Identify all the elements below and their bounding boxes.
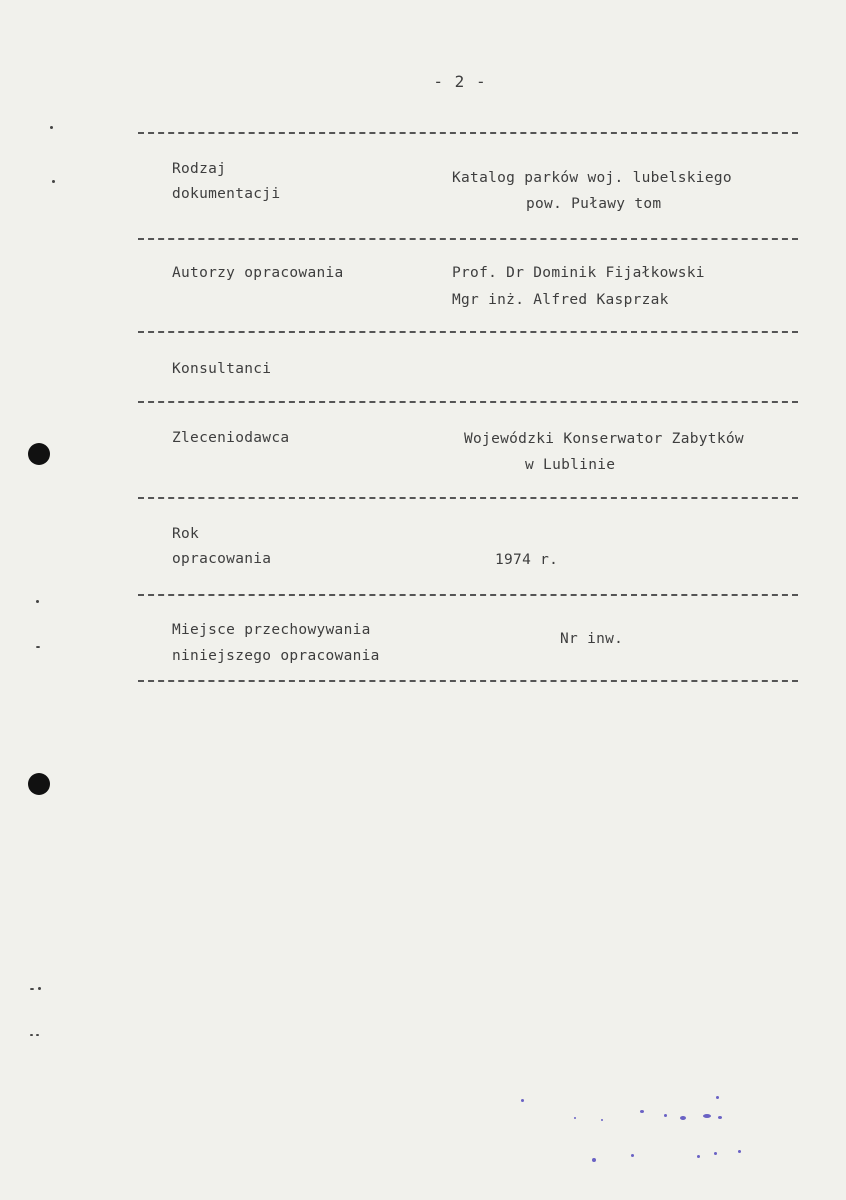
stamp-mark bbox=[664, 1114, 667, 1117]
row-value: Mgr inż. Alfred Kasprzak bbox=[452, 292, 669, 308]
speck bbox=[36, 1034, 39, 1036]
speck bbox=[50, 126, 53, 129]
punch-hole-top bbox=[28, 443, 50, 465]
row-value: Katalog parków woj. lubelskiego bbox=[452, 170, 732, 186]
page-number: - 2 - bbox=[433, 72, 487, 91]
row-value: Wojewódzki Konserwator Zabytków bbox=[464, 431, 744, 447]
stamp-mark bbox=[703, 1114, 711, 1118]
row-label: Rok bbox=[172, 526, 200, 542]
speck bbox=[36, 646, 40, 648]
speck bbox=[36, 600, 39, 603]
stamp-mark bbox=[640, 1110, 644, 1113]
row-label: Autorzy opracowania bbox=[172, 265, 344, 281]
speck bbox=[30, 1034, 33, 1036]
row-value: 1974 r. bbox=[495, 552, 559, 568]
row-label: Konsultanci bbox=[172, 361, 272, 377]
stamp-mark bbox=[574, 1117, 576, 1119]
stamp-mark bbox=[680, 1116, 686, 1120]
stamp-mark bbox=[521, 1099, 524, 1102]
speck bbox=[52, 180, 55, 183]
row-label: niniejszego opracowania bbox=[172, 648, 380, 664]
table-rule bbox=[138, 331, 798, 333]
stamp-mark bbox=[697, 1155, 700, 1158]
table-rule bbox=[138, 680, 798, 682]
speck bbox=[38, 987, 41, 990]
table-rule bbox=[138, 594, 798, 596]
row-label: Zleceniodawca bbox=[172, 430, 290, 446]
row-label: Miejsce przechowywania bbox=[172, 622, 371, 638]
stamp-mark bbox=[631, 1154, 634, 1157]
row-value: Nr inw. bbox=[560, 631, 624, 647]
stamp-mark bbox=[714, 1152, 717, 1155]
table-rule bbox=[138, 238, 798, 240]
row-label: opracowania bbox=[172, 551, 272, 567]
row-value: Prof. Dr Dominik Fijałkowski bbox=[452, 265, 705, 281]
table-rule bbox=[138, 497, 798, 499]
row-label: dokumentacji bbox=[172, 186, 281, 202]
punch-hole-bottom bbox=[28, 773, 50, 795]
speck bbox=[30, 988, 34, 990]
row-value: pow. Puławy tom bbox=[526, 196, 662, 212]
table-rule bbox=[138, 132, 798, 134]
row-label: Rodzaj bbox=[172, 161, 227, 177]
stamp-mark bbox=[718, 1116, 722, 1119]
stamp-mark bbox=[601, 1119, 603, 1121]
table-rule bbox=[138, 401, 798, 403]
row-value: w Lublinie bbox=[525, 457, 616, 473]
stamp-mark bbox=[716, 1096, 719, 1099]
stamp-mark bbox=[592, 1158, 596, 1162]
stamp-mark bbox=[738, 1150, 741, 1153]
